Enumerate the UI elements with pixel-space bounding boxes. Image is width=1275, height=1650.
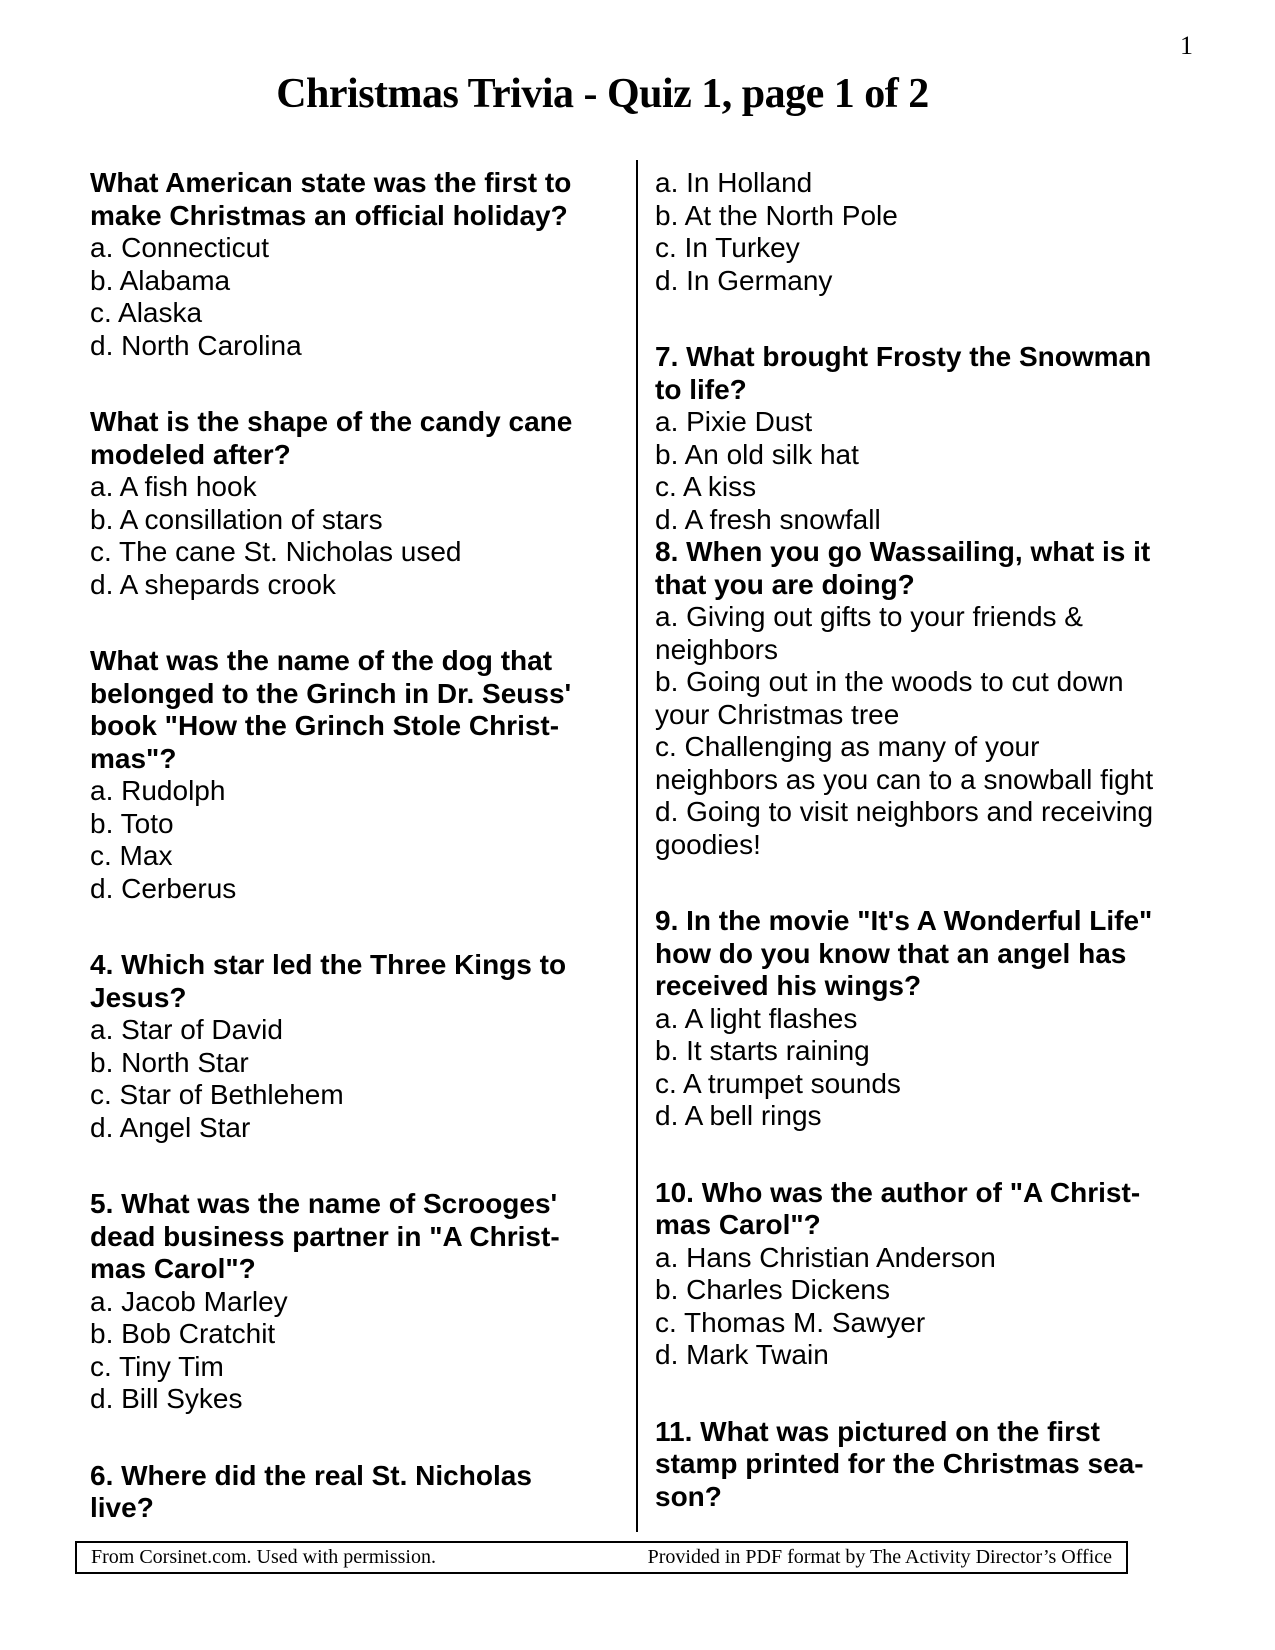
choice-line: c. Thomas M. Sawyer (655, 1306, 926, 1338)
quiz-column-right (655, 167, 1185, 1557)
choice-line: c. A trumpet sounds (655, 1067, 901, 1099)
choice-line: a. Jacob Marley (90, 1285, 288, 1317)
choice-line: b. An old silk hat (655, 438, 859, 470)
quiz-question-block (90, 1188, 610, 1416)
question-line: 9. In the movie "It's A Wonderful Life" (655, 905, 1153, 936)
choice-line: neighbors (655, 633, 778, 665)
question-line: mas Carol"? (90, 1253, 256, 1284)
question-line: 10. Who was the author of "A Christ- (655, 1176, 1141, 1208)
choice-line: b. Charles Dickens (655, 1274, 890, 1305)
question-line: 6. Where did the real St. Nicholas (90, 1459, 532, 1491)
question-line: make Christmas an official holiday? (90, 199, 568, 231)
choice-line: a. A light flashes (655, 1002, 858, 1034)
choice-line: d. A fresh snowfall (655, 503, 881, 535)
choice-line: c. Alaska (90, 297, 203, 328)
choice-line: a. A fish hook (90, 471, 257, 502)
question-line: that you are doing? (655, 568, 915, 600)
choice-line: d. A shepards crook (90, 568, 336, 600)
choice-line: c. Challenging as many of your (655, 731, 1040, 762)
choice-line: b. A consillation of stars (90, 503, 383, 535)
footer-provider-text: Provided in PDF format by The Activity Director’s Office (647, 1546, 1112, 1568)
choice-line: b. North Star (90, 1046, 249, 1078)
choice-line: goodies! (655, 828, 761, 860)
question-line: 5. What was the name of Scrooges' (90, 1188, 558, 1219)
question-line: What American state was the first to (90, 167, 572, 198)
choice-line: a. Pixie Dust (655, 406, 813, 437)
choice-line: c. The cane St. Nicholas used (90, 536, 462, 567)
choice-line: d. In Germany (655, 264, 833, 296)
quiz-question-block (655, 536, 1185, 861)
question-line: received his wings? (655, 970, 922, 1001)
choice-line: b. At the North Pole (655, 199, 898, 231)
choice-line: c. Max (90, 840, 173, 871)
choice-line: a. Connecticut (90, 232, 269, 263)
question-line: mas"? (90, 742, 177, 774)
question-line: 4. Which star led the Three Kings to (90, 949, 567, 980)
choice-line: b. It starts raining (655, 1035, 870, 1066)
quiz-question-block (90, 645, 610, 905)
choice-line: d. Bill Sykes (90, 1383, 243, 1414)
choice-line: c. A kiss (655, 471, 757, 502)
choice-line: a. In Holland (655, 167, 813, 198)
question-line: how do you know that an angel has (655, 937, 1127, 969)
choice-line: d. A bell rings (655, 1100, 822, 1131)
question-line: dead business partner in "A Christ- (90, 1220, 560, 1252)
choice-line: b. Bob Cratchit (90, 1318, 276, 1349)
question-line: What was the name of the dog that (90, 645, 553, 676)
question-line: son? (655, 1480, 722, 1512)
footer (75, 1541, 1128, 1574)
question-line: 11. What was pictured on the first (655, 1415, 1100, 1447)
choice-line: neighbors as you can to a snowball fight (655, 763, 1154, 795)
question-line: belonged to the Grinch in Dr. Seuss' (90, 677, 572, 709)
quiz-question-block (655, 1416, 1185, 1514)
choice-line: d. Cerberus (90, 872, 237, 904)
footer-source-text: From Corsinet.com. Used with permission. (91, 1546, 436, 1568)
choice-line: c. Star of Bethlehem (90, 1079, 344, 1110)
choice-line: your Christmas tree (655, 698, 900, 730)
choice-line: b. Toto (90, 807, 174, 839)
quiz-question-block (655, 905, 1185, 1133)
quiz-question-block (90, 949, 610, 1144)
question-line: live? (90, 1492, 154, 1523)
choice-line: c. In Turkey (655, 232, 800, 263)
page-number: 1 (1180, 31, 1193, 60)
choice-line: d. Mark Twain (655, 1339, 829, 1370)
choice-line: a. Star of David (90, 1014, 283, 1045)
question-line: mas Carol"? (655, 1209, 821, 1240)
question-line: 8. When you go Wassailing, what is it (655, 536, 1151, 567)
question-line: book "How the Grinch Stole Christ- (90, 710, 560, 741)
quiz-question-block (90, 406, 610, 601)
quiz-question-block (655, 1177, 1185, 1372)
choice-line: b. Going out in the woods to cut down (655, 666, 1124, 697)
choice-line: c. Tiny Tim (90, 1350, 224, 1382)
quiz-question-block (655, 341, 1185, 536)
question-line: modeled after? (90, 438, 291, 470)
question-line: to life? (655, 373, 747, 405)
quiz-question-block (655, 167, 1185, 297)
quiz-question-block (90, 167, 610, 362)
choice-line: d. Angel Star (90, 1111, 251, 1143)
column-divider (636, 160, 638, 1532)
question-line: 7. What brought Frosty the Snowman (655, 341, 1152, 372)
quiz-question-block (90, 1460, 610, 1525)
choice-line: d. Going to visit neighbors and receiving (655, 796, 1154, 827)
choice-line: a. Giving out gifts to your friends & (655, 601, 1083, 632)
choice-line: a. Rudolph (90, 775, 226, 806)
question-line: What is the shape of the candy cane (90, 406, 573, 437)
choice-line: a. Hans Christian Anderson (655, 1241, 996, 1273)
question-line: stamp printed for the Christmas sea- (655, 1448, 1144, 1479)
question-line: Jesus? (90, 981, 187, 1013)
choice-line: b. Alabama (90, 264, 231, 296)
choice-line: d. North Carolina (90, 329, 302, 361)
quiz-column-left (90, 167, 610, 1569)
page-title: Christmas Trivia - Quiz 1, page 1 of 2 (276, 71, 929, 117)
